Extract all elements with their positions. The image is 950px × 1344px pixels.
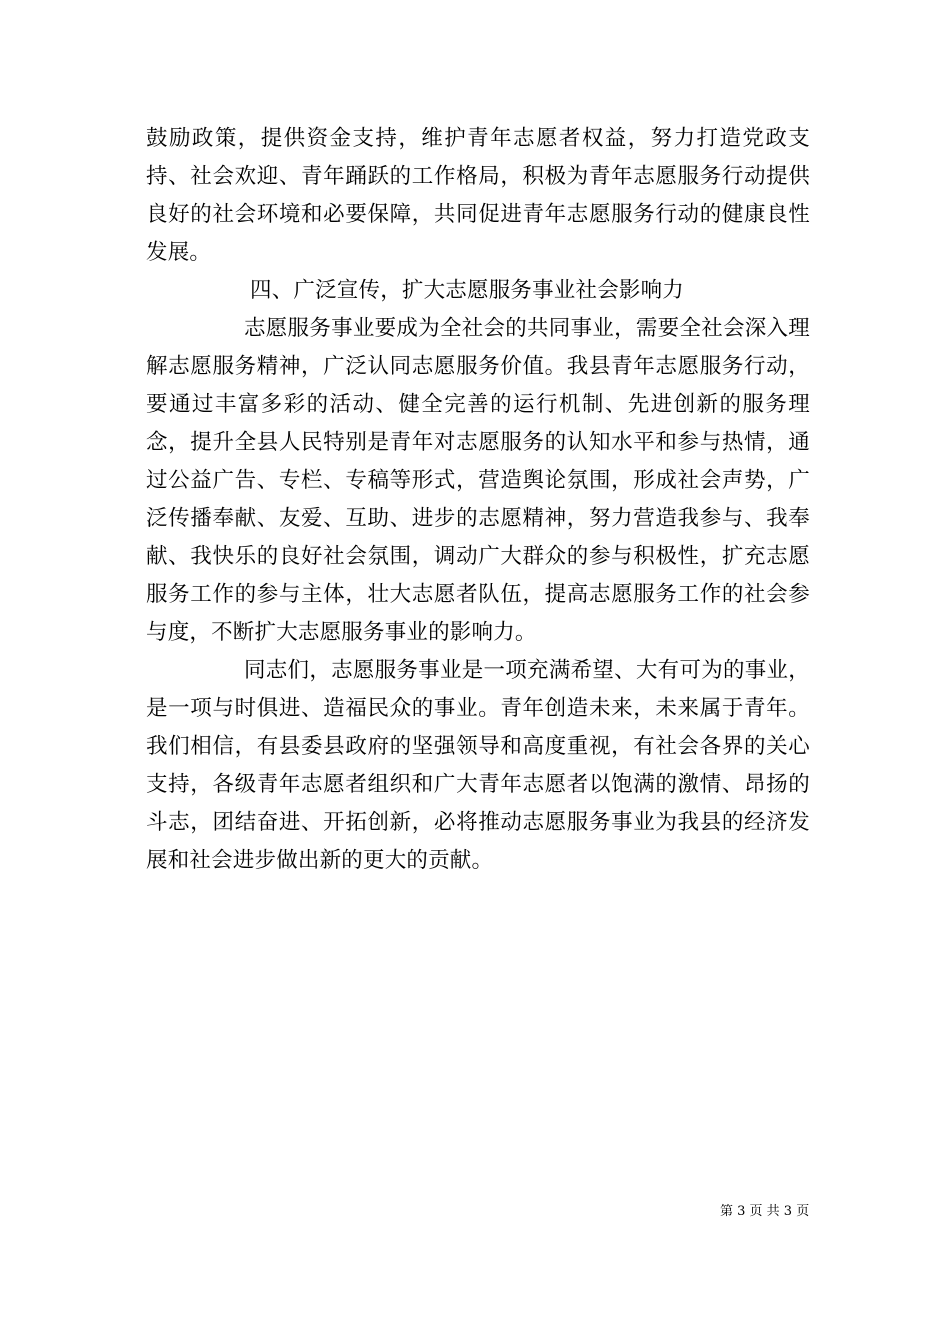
paragraph-continuation: 鼓励政策，提供资金支持，维护青年志愿者权益，努力打造党政支持、社会欢迎、青年踊跃的工作格局，积极为青年志愿服务行动提供良好的社会环境和必要保障，共同促进青年志愿服务行动的健康良性发展。 [146,126,810,265]
section-heading: 四、广泛宣传，扩大志愿服务事业社会影响力 [250,278,685,303]
paragraph-publicity: 志愿服务事业要成为全社会的共同事业，需要全社会深入理解志愿服务精神，广泛认同志愿服务价值。我县青年志愿服务行动，要通过丰富多彩的活动、健全完善的运行机制、先进创新的服务理念，提升全县人民特别是青年对志愿服务的认知水平和参与热情，通过公益广告、专栏、专稿等形式，营造舆论氛围，形成社会声势，广泛传播奉献、友爱、互助、进步的志愿精神，努力营造我参与、我奉献、我快乐的良好社会氛围，调动广大群众的参与积极性，扩充志愿服务工作的参与主体，壮大志愿者队伍，提高志愿服务工作的社会参与度，不断扩大志愿服务事业的影响力。 [146,316,810,645]
document-body [146,120,810,880]
paragraph-closing: 同志们，志愿服务事业是一项充满希望、大有可为的事业，是一项与时俱进、造福民众的事业。青年创造未来，未来属于青年。我们相信，有县委县政府的坚强领导和高度重视，有社会各界的关心支持，各级青年志愿者组织和广大青年志愿者以饱满的激情、昂扬的斗志，团结奋进、开拓创新，必将推动志愿服务事业为我县的经济发展和社会进步做出新的更大的贡献。 [146,658,810,873]
page-number-footer: 第 3 页 共 3 页 [720,1204,810,1219]
